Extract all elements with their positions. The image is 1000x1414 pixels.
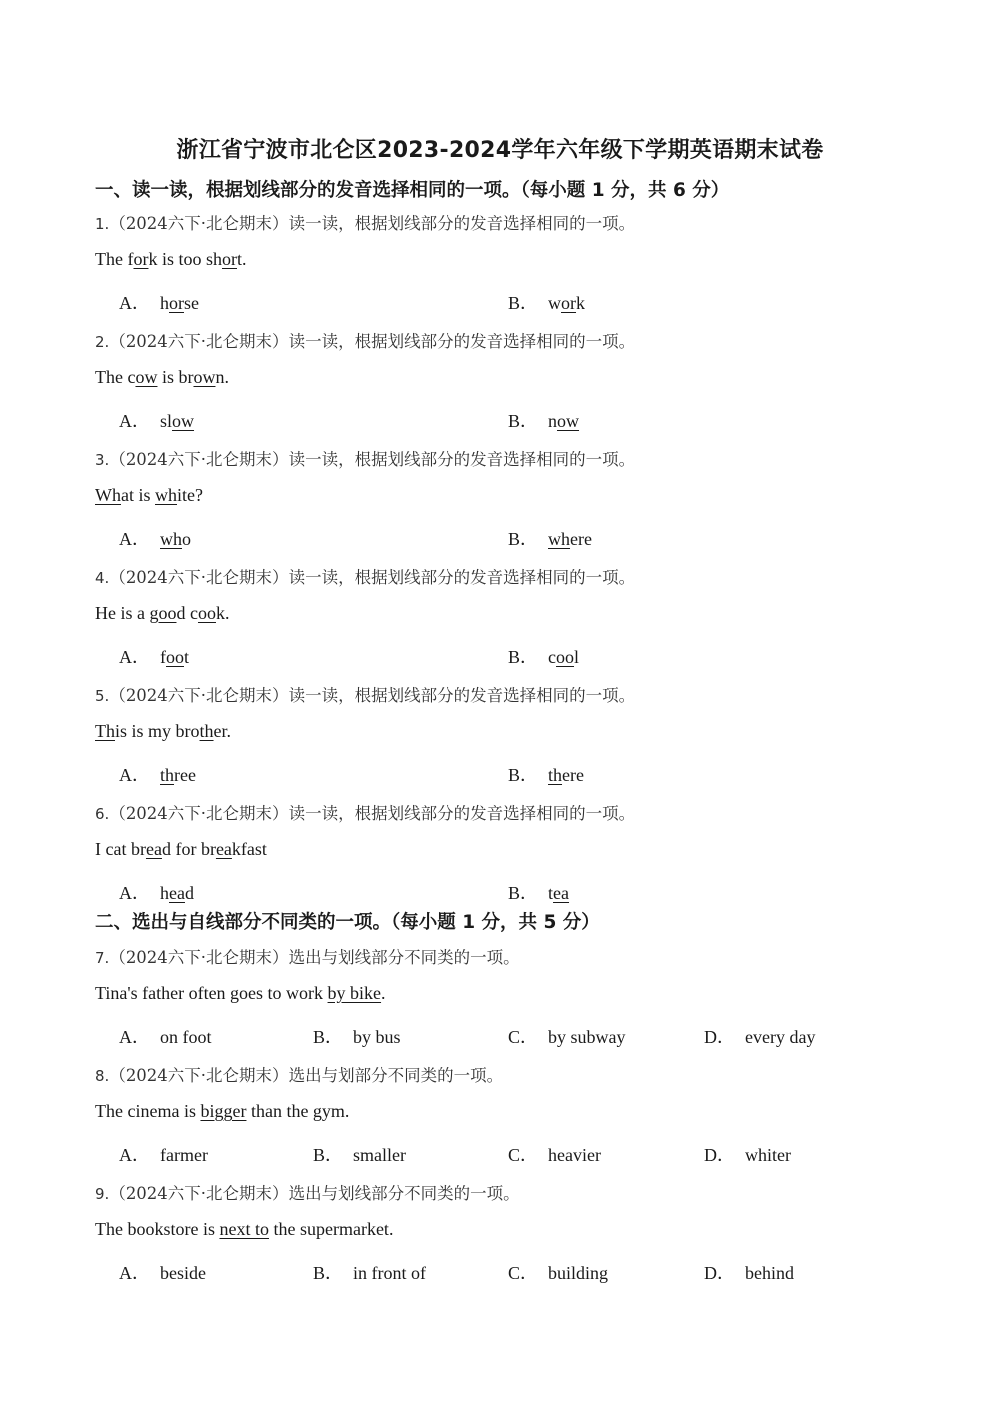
option-letter: A．: [119, 883, 150, 903]
text-run: t.: [237, 249, 247, 269]
option-letter: A．: [119, 1145, 150, 1165]
underlined-text: ea: [169, 883, 185, 903]
question-source: （2024六下·北仑期末）: [109, 804, 289, 823]
option-letter: D．: [704, 1263, 735, 1283]
question-source: （2024六下·北仑期末）: [109, 686, 289, 705]
question-source: （2024六下·北仑期末）: [109, 948, 289, 967]
answer-option-a[interactable]: [119, 761, 196, 787]
option-letter: B．: [508, 765, 539, 785]
text-run: The cinema is: [95, 1101, 201, 1121]
underlined-text: Th: [95, 721, 115, 741]
answer-option-c[interactable]: [508, 1023, 626, 1049]
underlined-text: ow: [135, 367, 158, 387]
underlined-text: ea: [553, 883, 570, 903]
text-run: l: [574, 647, 580, 667]
underlined-text: by bike: [327, 983, 382, 1003]
question-sentence: [95, 1101, 349, 1122]
answer-option-b[interactable]: [508, 289, 585, 315]
text-run: than the gym.: [246, 1101, 350, 1121]
text-run: every day: [745, 1027, 816, 1047]
answer-option-b[interactable]: [508, 761, 584, 787]
text-run: se: [184, 293, 199, 313]
underlined-text: ea: [145, 839, 162, 859]
text-run: in front of: [353, 1263, 426, 1283]
underlined-text: or: [133, 249, 149, 269]
underlined-text: ea: [215, 839, 232, 859]
question-sentence: [95, 983, 386, 1004]
answer-option-a[interactable]: [119, 407, 194, 433]
underlined-text: or: [561, 293, 577, 313]
answer-option-a[interactable]: [119, 1141, 208, 1167]
text-run: He is a g: [95, 603, 159, 623]
question-number: 4.: [95, 569, 110, 587]
text-run: o: [182, 529, 191, 549]
underlined-text: wh: [160, 529, 182, 549]
question-sentence: [95, 721, 231, 742]
question-source: （2024六下·北仑期末）: [109, 568, 289, 587]
text-run: the supermarket.: [268, 1219, 394, 1239]
text-run: at is: [121, 485, 155, 505]
text-run: k is too sh: [148, 249, 222, 269]
underlined-text: oo: [556, 647, 575, 667]
exam-title: 浙江省宁波市北仑区2023-2024学年六年级下学期英语期末试卷: [176, 138, 824, 163]
question-instruction: 读一读，根据划线部分的发音选择相同的一项。: [288, 804, 636, 823]
text-run: d c: [176, 603, 198, 623]
question-sentence: [95, 485, 203, 506]
text-run: t: [184, 647, 190, 667]
underlined-text: oo: [158, 603, 177, 623]
question-number: 3.: [95, 451, 110, 469]
answer-option-b[interactable]: [313, 1023, 401, 1049]
question-number: 5.: [95, 687, 110, 705]
text-run: ere: [562, 765, 585, 785]
question-instruction: 读一读，根据划线部分的发音选择相同的一项。: [288, 450, 636, 469]
question-source: （2024六下·北仑期末）: [109, 1184, 289, 1203]
text-run: er.: [213, 721, 232, 741]
text-run: d: [184, 883, 194, 903]
option-letter: A．: [119, 647, 150, 667]
underlined-text: th: [548, 765, 563, 785]
question-source: （2024六下·北仑期末）: [109, 332, 289, 351]
underlined-text: or: [222, 249, 237, 269]
question-sentence: [95, 1219, 393, 1240]
option-letter: C．: [508, 1263, 539, 1283]
option-letter: B．: [313, 1027, 344, 1047]
underlined-text: th: [160, 765, 175, 785]
question-header: [95, 446, 635, 470]
option-letter: B．: [508, 529, 539, 549]
text-run: w: [548, 293, 562, 313]
question-instruction: 读一读，根据划线部分的发音选择相同的一项。: [288, 568, 636, 587]
option-letter: C．: [508, 1145, 539, 1165]
question-sentence: [95, 367, 229, 388]
text-run: is is my bro: [115, 721, 200, 741]
text-run: ere: [570, 529, 592, 549]
section-heading: 二、选出与自线部分不同类的一项。（每小题 1 分，共 5 分）: [95, 912, 600, 933]
option-letter: A．: [119, 529, 150, 549]
underlined-text: or: [169, 293, 184, 313]
answer-option-b[interactable]: [313, 1259, 426, 1285]
text-run: sl: [160, 411, 173, 431]
text-run: I cat br: [95, 839, 146, 859]
text-run: farmer: [160, 1145, 208, 1165]
question-instruction: 选出与划线部分不同类的一项。: [288, 1184, 520, 1203]
question-header: [95, 328, 635, 352]
text-run: Tina's father often goes to work: [95, 983, 328, 1003]
underlined-text: oo: [197, 603, 216, 623]
option-letter: A．: [119, 411, 150, 431]
answer-option-a[interactable]: [119, 525, 191, 551]
option-letter: D．: [704, 1027, 735, 1047]
answer-option-b[interactable]: [313, 1141, 406, 1167]
option-letter: C．: [508, 1027, 539, 1047]
question-header: [95, 1062, 503, 1086]
answer-option-a[interactable]: [119, 643, 189, 669]
answer-option-a[interactable]: [119, 289, 199, 315]
answer-option-b[interactable]: [508, 407, 579, 433]
question-instruction: 读一读，根据划线部分的发音选择相同的一项。: [288, 214, 636, 233]
text-run: h: [160, 883, 169, 903]
text-run: is br: [157, 367, 194, 387]
underlined-text: Wh: [95, 485, 121, 505]
question-source: （2024六下·北仑期末）: [109, 450, 289, 469]
option-letter: D．: [704, 1145, 735, 1165]
text-run: ree: [174, 765, 196, 785]
question-sentence: [95, 249, 247, 270]
answer-option-b[interactable]: [508, 643, 579, 669]
text-run: d for br: [161, 839, 216, 859]
underlined-text: th: [199, 721, 214, 741]
underlined-text: wh: [548, 529, 571, 549]
underlined-text: next to: [219, 1219, 269, 1239]
text-run: k.: [215, 603, 230, 623]
question-sentence: [95, 603, 229, 624]
option-letter: B．: [508, 411, 539, 431]
text-run: n.: [215, 367, 229, 387]
text-run: whiter: [745, 1145, 791, 1165]
question-source: （2024六下·北仑期末）: [109, 1066, 289, 1085]
text-run: k: [576, 293, 586, 313]
question-header: [95, 682, 635, 706]
answer-option-d[interactable]: [704, 1023, 815, 1049]
text-run: The f: [95, 249, 134, 269]
option-letter: B．: [508, 883, 539, 903]
question-header: [95, 564, 635, 588]
underlined-text: oo: [166, 647, 184, 667]
question-number: 9.: [95, 1185, 110, 1203]
question-header: [95, 1180, 520, 1204]
underlined-text: ow: [193, 367, 216, 387]
answer-option-a[interactable]: [119, 879, 194, 905]
question-header: [95, 944, 520, 968]
text-run: c: [548, 647, 557, 667]
text-run: by subway: [548, 1027, 626, 1047]
question-number: 7.: [95, 949, 110, 967]
option-letter: B．: [508, 647, 539, 667]
question-instruction: 选出与划部分不同类的一项。: [288, 1066, 504, 1085]
text-run: by bus: [353, 1027, 401, 1047]
underlined-text: bigger: [200, 1101, 247, 1121]
question-number: 8.: [95, 1067, 110, 1085]
text-run: h: [160, 293, 169, 313]
question-number: 6.: [95, 805, 110, 823]
option-letter: A．: [119, 1027, 150, 1047]
answer-option-b[interactable]: [508, 879, 569, 905]
question-instruction: 选出与划线部分不同类的一项。: [288, 948, 520, 967]
text-run: f: [160, 647, 166, 667]
question-instruction: 读一读，根据划线部分的发音选择相同的一项。: [288, 332, 636, 351]
text-run: behind: [745, 1263, 794, 1283]
text-run: The c: [95, 367, 136, 387]
text-run: ite?: [177, 485, 203, 505]
option-letter: B．: [313, 1263, 344, 1283]
question-source: （2024六下·北仑期末）: [109, 214, 289, 233]
question-instruction: 读一读，根据划线部分的发音选择相同的一项。: [288, 686, 636, 705]
text-run: on foot: [160, 1027, 212, 1047]
question-number: 1.: [95, 215, 110, 233]
underlined-text: ow: [172, 411, 195, 431]
text-run: beside: [160, 1263, 206, 1283]
answer-option-b[interactable]: [508, 525, 592, 551]
text-run: building: [548, 1263, 609, 1283]
answer-option-a[interactable]: [119, 1259, 206, 1285]
text-run: The bookstore is: [95, 1219, 220, 1239]
answer-option-d[interactable]: [704, 1141, 791, 1167]
text-run: heavier: [548, 1145, 601, 1165]
text-run: n: [548, 411, 558, 431]
option-letter: B．: [313, 1145, 344, 1165]
option-letter: B．: [508, 293, 539, 313]
text-run: kfast: [231, 839, 267, 859]
answer-option-d[interactable]: [704, 1259, 794, 1285]
answer-option-a[interactable]: [119, 1023, 212, 1049]
underlined-text: wh: [155, 485, 177, 505]
answer-option-c[interactable]: [508, 1259, 608, 1285]
text-run: smaller: [353, 1145, 406, 1165]
option-letter: A．: [119, 1263, 150, 1283]
question-header: [95, 800, 635, 824]
option-letter: A．: [119, 293, 150, 313]
question-sentence: [95, 839, 267, 860]
question-number: 2.: [95, 333, 110, 351]
section-heading: 一、读一读，根据划线部分的发音选择相同的一项。（每小题 1 分，共 6 分）: [95, 180, 730, 201]
question-header: [95, 210, 635, 234]
option-letter: A．: [119, 765, 150, 785]
text-run: t: [548, 883, 554, 903]
underlined-text: ow: [557, 411, 580, 431]
answer-option-c[interactable]: [508, 1141, 601, 1167]
text-run: .: [381, 983, 386, 1003]
